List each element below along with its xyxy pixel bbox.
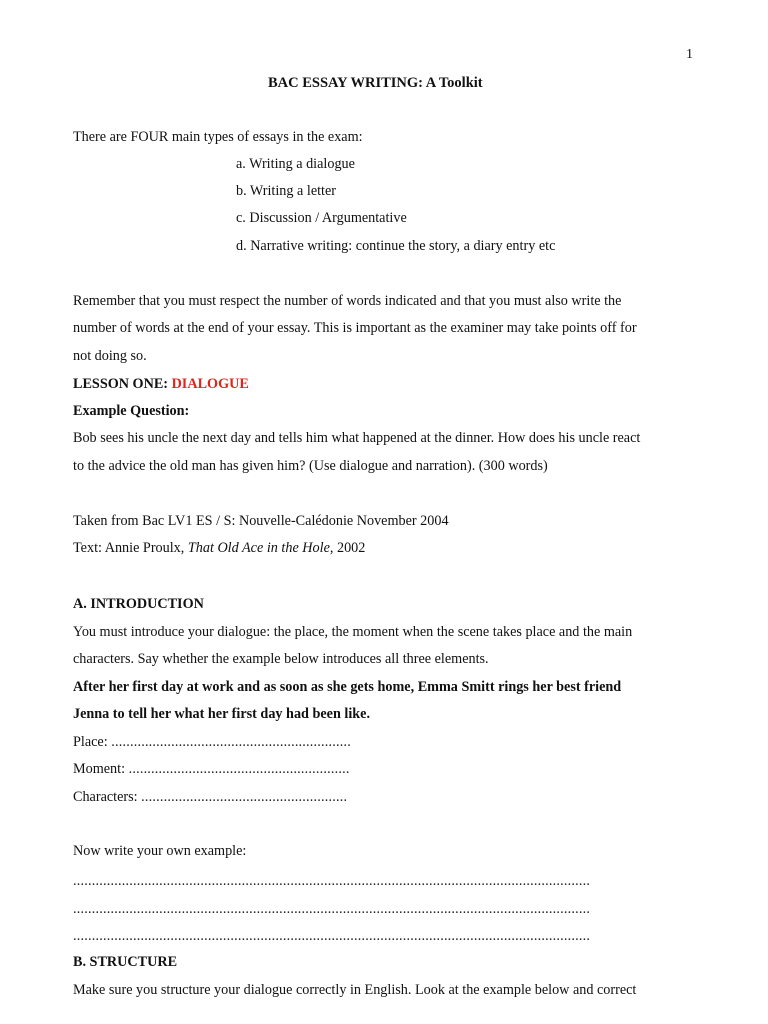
text-ref-suffix: , 2002: [329, 540, 366, 556]
intro-text: There are FOUR main types of essays in the exam:: [73, 129, 363, 145]
list-item: c. Discussion / Argumentative: [236, 210, 407, 226]
page-number: 1: [686, 47, 693, 62]
blank-line[interactable]: ..........................................................................................................................................: [73, 901, 591, 917]
fill-in-line: ...........................................................: [128, 761, 350, 777]
text-ref-prefix: Text: Annie Proulx,: [73, 540, 188, 556]
document-title: BAC ESSAY WRITING: A Toolkit: [268, 75, 483, 91]
lesson-topic: DIALOGUE: [171, 376, 249, 392]
lesson-prefix: LESSON ONE:: [73, 376, 172, 392]
section-a-heading: A. INTRODUCTION: [73, 596, 204, 612]
example-question-label: Example Question:: [73, 403, 190, 419]
list-item: a. Writing a dialogue: [236, 156, 355, 172]
list-item: b. Writing a letter: [236, 183, 337, 199]
fill-in-line: ................................................................: [111, 734, 352, 750]
paragraph-line: Jenna to tell her what her first day had been like.: [73, 706, 371, 722]
paragraph-line: After her first day at work and as soon as she gets home, Emma Smitt rings her best friend: [73, 679, 622, 695]
paragraph-line: to the advice the old man has given him? (Use dialogue and narration). (300 words): [73, 458, 548, 474]
paragraph-line: not doing so.: [73, 348, 147, 364]
own-example-prompt: Now write your own example:: [73, 843, 247, 859]
lesson-heading: [73, 376, 249, 393]
fill-in-line: .......................................................: [141, 789, 348, 805]
characters-field[interactable]: [73, 789, 347, 806]
blank-line[interactable]: ..........................................................................................................................................: [73, 873, 591, 889]
section-b-heading: B. STRUCTURE: [73, 954, 178, 970]
source-text: Taken from Bac LV1 ES / S: Nouvelle-Calédonie November 2004: [73, 513, 449, 529]
list-item: d. Narrative writing: continue the story, a diary entry etc: [236, 238, 556, 254]
place-field[interactable]: [73, 734, 351, 751]
field-label: Place:: [73, 734, 112, 750]
field-label: Characters:: [73, 789, 142, 805]
field-label: Moment:: [73, 761, 129, 777]
text-reference: [73, 540, 365, 557]
paragraph-line: You must introduce your dialogue: the place, the moment when the scene takes place and the main: [73, 624, 633, 640]
paragraph-line: Bob sees his uncle the next day and tells him what happened at the dinner. How does his uncle react: [73, 430, 641, 446]
paragraph-line: Remember that you must respect the number of words indicated and that you must also write the: [73, 293, 622, 309]
paragraph-line: characters. Say whether the example below introduces all three elements.: [73, 651, 489, 667]
blank-line[interactable]: ..........................................................................................................................................: [73, 928, 591, 944]
text-ref-work: That Old Ace in the Hole: [187, 540, 330, 556]
paragraph-line: number of words at the end of your essay. This is important as the examiner may take points off for: [73, 320, 637, 336]
section-b-text: Make sure you structure your dialogue correctly in English. Look at the example below and correct: [73, 982, 637, 998]
moment-field[interactable]: [73, 761, 350, 778]
